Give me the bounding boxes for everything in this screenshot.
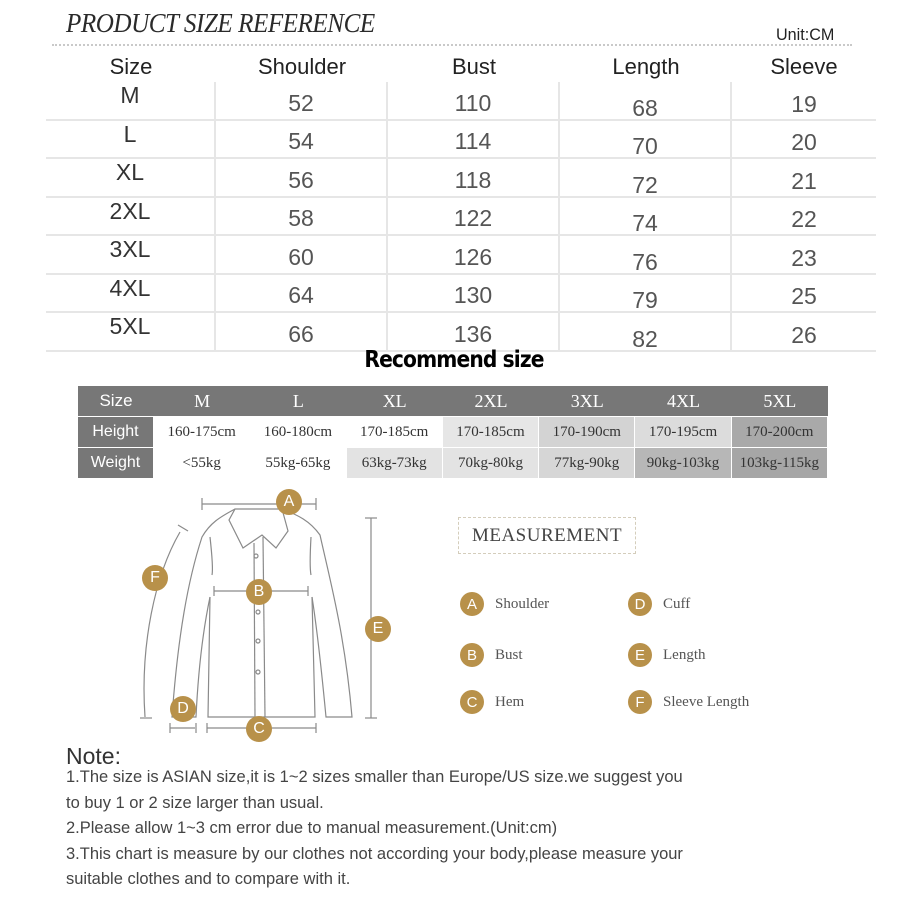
legend-item-sleeve-length	[628, 690, 749, 714]
size-table-header	[46, 52, 876, 82]
recommend-weight-row	[78, 448, 828, 478]
recommend-table	[78, 386, 828, 478]
table-row	[46, 121, 876, 160]
recommend-height-row	[78, 417, 828, 447]
height-cell: 170-195cm	[635, 417, 731, 447]
height-cell: 170-185cm	[347, 417, 443, 447]
cell-length: 79	[560, 275, 732, 312]
header-size: 4XL	[667, 390, 701, 411]
cell-bust: 110	[388, 82, 560, 119]
note-title: Note:	[66, 743, 121, 769]
height-cell: 170-190cm	[539, 417, 635, 447]
header-size: L	[292, 390, 304, 411]
cell-sleeve: 20	[791, 129, 817, 156]
header-size: XL	[382, 390, 407, 411]
cell-sleeve: 21	[791, 167, 817, 194]
cell-size: M	[46, 82, 216, 119]
note-line: 3.This chart is measure by our clothes not according your body,please measure your	[66, 845, 683, 863]
table-row	[46, 82, 876, 121]
cell-sleeve: 19	[791, 90, 817, 117]
page-title: PRODUCT SIZE REFERENCE	[66, 8, 375, 38]
weight-cell: 103kg-115kg	[732, 448, 828, 478]
cell-bust: 114	[388, 121, 560, 158]
cell-bust: 122	[388, 198, 560, 235]
height-cell: 160-175cm	[154, 417, 250, 447]
cell-length: 74	[560, 198, 732, 235]
badge-e-icon: E	[365, 616, 391, 642]
header-size: 2XL	[474, 390, 508, 411]
height-cell: 170-200cm	[732, 417, 828, 447]
header-size: M	[194, 390, 211, 411]
header-size-label: Size	[78, 386, 154, 416]
legend-label: Cuff	[663, 595, 691, 612]
cell-size: 3XL	[46, 236, 216, 273]
header-size: 3XL	[570, 390, 604, 411]
badge-f-icon: F	[142, 565, 168, 591]
cell-sleeve: 23	[791, 244, 817, 271]
cell-bust: 126	[388, 236, 560, 273]
legend-item-shoulder	[460, 592, 549, 616]
column-header-shoulder: Shoulder	[257, 54, 347, 79]
cell-shoulder: 52	[216, 82, 388, 119]
recommend-size-title: Recommend size	[364, 347, 544, 373]
badge-b-icon: B	[460, 643, 484, 667]
weight-cell: 55kg-65kg	[250, 448, 346, 478]
cell-size: L	[46, 121, 216, 158]
column-header-length: Length	[612, 54, 680, 79]
table-row	[46, 236, 876, 275]
weight-cell: 63kg-73kg	[347, 448, 443, 478]
dotted-divider	[52, 44, 852, 46]
legend-label: Sleeve Length	[663, 693, 750, 710]
badge-c-icon: C	[460, 690, 484, 714]
badge-c-icon: C	[246, 716, 272, 742]
cell-shoulder: 60	[216, 236, 388, 273]
cell-length: 72	[560, 159, 732, 196]
cell-length: 68	[560, 82, 732, 119]
cell-shoulder: 56	[216, 159, 388, 196]
cell-bust: 136	[388, 313, 560, 350]
legend-item-length	[628, 643, 706, 667]
legend-item-cuff	[628, 592, 690, 616]
size-table	[46, 52, 876, 352]
cell-shoulder: 58	[216, 198, 388, 235]
table-row	[46, 313, 876, 352]
cell-bust: 130	[388, 275, 560, 312]
weight-cell: <55kg	[154, 448, 250, 478]
column-header-size: Size	[109, 54, 153, 79]
note-line: 1.The size is ASIAN size,it is 1~2 sizes smaller than Europe/US size.we suggest you	[66, 768, 683, 786]
table-row	[46, 275, 876, 314]
cell-length: 76	[560, 236, 732, 273]
shirt-diagram	[130, 485, 430, 750]
weight-cell: 90kg-103kg	[635, 448, 731, 478]
height-label: Height	[78, 417, 154, 447]
legend-label: Length	[663, 646, 706, 663]
note-line: to buy 1 or 2 size larger than usual.	[66, 794, 324, 812]
cell-size: 4XL	[46, 275, 216, 312]
cell-shoulder: 64	[216, 275, 388, 312]
cell-size: XL	[46, 159, 216, 196]
measurement-title: MEASUREMENT	[458, 517, 636, 554]
cell-sleeve: 26	[791, 321, 817, 348]
height-cell: 160-180cm	[250, 417, 346, 447]
cell-bust: 118	[388, 159, 560, 196]
weight-cell: 70kg-80kg	[443, 448, 539, 478]
cell-length: 70	[560, 121, 732, 158]
badge-a-icon: A	[276, 489, 302, 515]
cell-size: 2XL	[46, 198, 216, 235]
unit-label: Unit:CM	[776, 25, 835, 44]
badge-d-icon: D	[628, 592, 652, 616]
badge-b-icon: B	[246, 579, 272, 605]
badge-d-icon: D	[170, 696, 196, 722]
legend-item-bust	[460, 643, 523, 667]
badge-f-icon: F	[628, 690, 652, 714]
cell-size: 5XL	[46, 313, 216, 350]
legend-label: Bust	[495, 646, 523, 663]
badge-e-icon: E	[628, 643, 652, 667]
column-header-bust: Bust	[451, 54, 497, 79]
height-cell: 170-185cm	[443, 417, 539, 447]
weight-cell: 77kg-90kg	[539, 448, 635, 478]
cell-shoulder: 54	[216, 121, 388, 158]
badge-a-icon: A	[460, 592, 484, 616]
legend-label: Hem	[495, 693, 525, 710]
table-row	[46, 198, 876, 237]
cell-shoulder: 66	[216, 313, 388, 350]
cell-sleeve: 25	[791, 283, 817, 310]
recommend-header-row	[78, 386, 828, 416]
header-size: 5XL	[763, 390, 797, 411]
legend-label: Shoulder	[495, 595, 550, 612]
legend-item-hem	[460, 690, 524, 714]
cell-sleeve: 22	[791, 206, 817, 233]
cell-length: 82	[560, 313, 732, 350]
weight-label: Weight	[78, 448, 154, 478]
column-header-sleeve: Sleeve	[770, 54, 838, 79]
table-row	[46, 159, 876, 198]
note-line: suitable clothes and to compare with it.	[66, 870, 351, 888]
note-line: 2.Please allow 1~3 cm error due to manual measurement.(Unit:cm)	[66, 819, 558, 837]
